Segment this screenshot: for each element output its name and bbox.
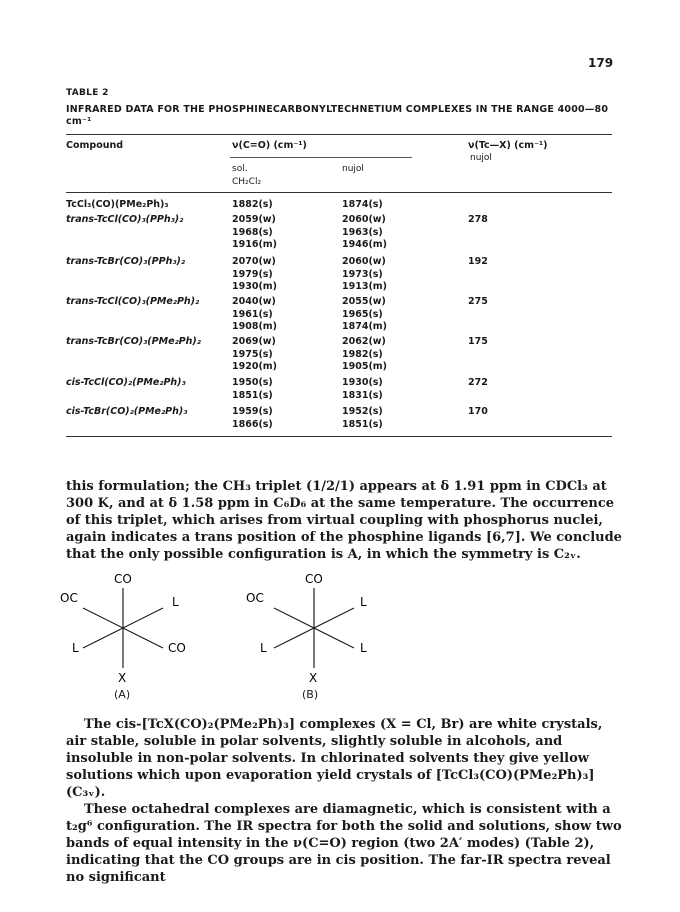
row-3-compound: trans-TcBr(CO)₃(PPh₃)₂ — [66, 256, 186, 267]
header-nu-co: ν(C=O) (cm⁻¹) — [232, 140, 307, 151]
row-3-sol: 2070(w) 1979(s) 1930(m) — [232, 256, 278, 292]
row-7-tcx: 170 — [468, 406, 488, 417]
structure-b-top: CO — [305, 572, 323, 586]
row-1-compound: TcCl₃(CO)(PMe₂Ph)₃ — [66, 199, 169, 210]
row-3-nujol: 2060(w) 1973(s) 1913(m) — [342, 256, 388, 292]
row-2-nujol: 2060(w) 1963(s) 1946(m) — [342, 214, 388, 250]
row-5-nujol: 2062(w) 1982(s) 1905(m) — [342, 336, 388, 372]
row-6-tcx: 272 — [468, 377, 488, 388]
header-nujol: nujol — [342, 164, 364, 174]
structure-b-bottom: X — [309, 671, 318, 685]
paragraph-1 — [66, 478, 626, 563]
paragraph-1-text: this formulation; the CH₃ triplet (1/2/1) appears at δ 1.91 ppm in CDCl₃ at 300 K, and at δ 1.58 ppm in C₆D₆ at the same temperature. The occurrence of this triplet, which arises from virtual coupling with phosphorus nuclei, again indicates a trans position of the phosphine ligands [6,7]. We conclude that the only possible configuration is A, in which the symmetry is C₂ᵥ. — [66, 479, 622, 562]
structure-b-upper-left: OC — [246, 591, 264, 605]
header-sol-solvent: CH₂Cl₂ — [232, 177, 262, 187]
row-5-tcx: 175 — [468, 336, 488, 347]
row-1-sol: 1882(s) — [232, 199, 273, 210]
row-4-nujol: 2055(w) 1965(s) 1874(m) — [342, 296, 388, 332]
header-nu-tcx: ν(Tc—X) (cm⁻¹) — [468, 140, 548, 151]
table-top-rule — [66, 134, 612, 135]
row-5-sol: 2069(w) 1975(s) 1920(m) — [232, 336, 278, 372]
row-6-compound: cis-TcCl(CO)₂(PMe₂Ph)₃ — [66, 377, 186, 388]
structure-a-label: (A) — [114, 688, 131, 701]
row-7-compound: cis-TcBr(CO)₂(PMe₂Ph)₃ — [66, 406, 188, 417]
row-1-nujol: 1874(s) — [342, 199, 383, 210]
table-bottom-rule — [66, 436, 612, 437]
structure-a-upper-left: OC — [60, 591, 78, 605]
table-label: TABLE 2 — [66, 88, 109, 98]
structure-b-lower-right: L — [360, 641, 367, 655]
row-2-sol: 2059(w) 1968(s) 1916(m) — [232, 214, 278, 250]
header-sol: sol. — [232, 164, 248, 174]
structure-b — [274, 588, 354, 668]
paragraph-2 — [66, 716, 626, 886]
header-nujol-tcx: nujol — [470, 153, 492, 163]
row-5-compound: trans-TcBr(CO)₃(PMe₂Ph)₂ — [66, 336, 201, 347]
structure-b-upper-right: L — [360, 595, 367, 609]
row-4-tcx: 275 — [468, 296, 488, 307]
paragraph-2-text: The cis-[TcX(CO)₂(PMe₂Ph)₃] complexes (X = Cl, Br) are white crystals, air stable, soluble in polar solvents, slightly soluble in alcohols, and insoluble in non-polar solvents. In chlorinated solvents they give yellow solutions which upon evaporation yield crystals of [TcCl₃(CO)(PMe₂Ph)₃] (C₃ᵥ). — [66, 717, 603, 800]
structure-a-bottom: X — [118, 671, 127, 685]
row-7-nujol: 1952(s) 1851(s) — [342, 406, 383, 430]
row-2-tcx: 278 — [468, 214, 488, 225]
structure-b-lower-left: L — [260, 641, 267, 655]
row-4-compound: trans-TcCl(CO)₃(PMe₂Ph)₂ — [66, 296, 200, 307]
page-number: 179 — [588, 56, 614, 70]
structure-a-top: CO — [114, 572, 132, 586]
structure-a — [83, 588, 163, 668]
row-6-sol: 1950(s) 1851(s) — [232, 377, 273, 401]
row-2-compound: trans-TcCl(CO)₃(PPh₃)₂ — [66, 214, 184, 225]
structure-diagrams — [60, 570, 400, 700]
structure-b-label: (B) — [302, 688, 319, 701]
structure-a-lower-right: CO — [168, 641, 186, 655]
structure-a-upper-right: L — [172, 595, 179, 609]
row-4-sol: 2040(w) 1961(s) 1908(m) — [232, 296, 278, 332]
table-header-rule — [66, 192, 612, 193]
table-caption: INFRARED DATA FOR THE PHOSPHINECARBONYLTECHNETIUM COMPLEXES IN THE RANGE 4000—80 cm⁻¹ — [66, 104, 609, 127]
paragraph-3-text: These octahedral complexes are diamagnetic, which is consistent with a t₂g⁶ configuration. The IR spectra for both the solid and solutions, show two bands of equal intensity in the ν(C=O) region (two 2A′ modes) (Table 2), indicating that the CO groups are in cis position. The far-IR spectra reveal no significant — [66, 802, 622, 885]
row-7-sol: 1959(s) 1866(s) — [232, 406, 273, 430]
nu-co-subrule — [230, 157, 412, 158]
row-3-tcx: 192 — [468, 256, 488, 267]
header-compound: Compound — [66, 140, 124, 151]
structure-a-lower-left: L — [72, 641, 79, 655]
row-6-nujol: 1930(s) 1831(s) — [342, 377, 383, 401]
